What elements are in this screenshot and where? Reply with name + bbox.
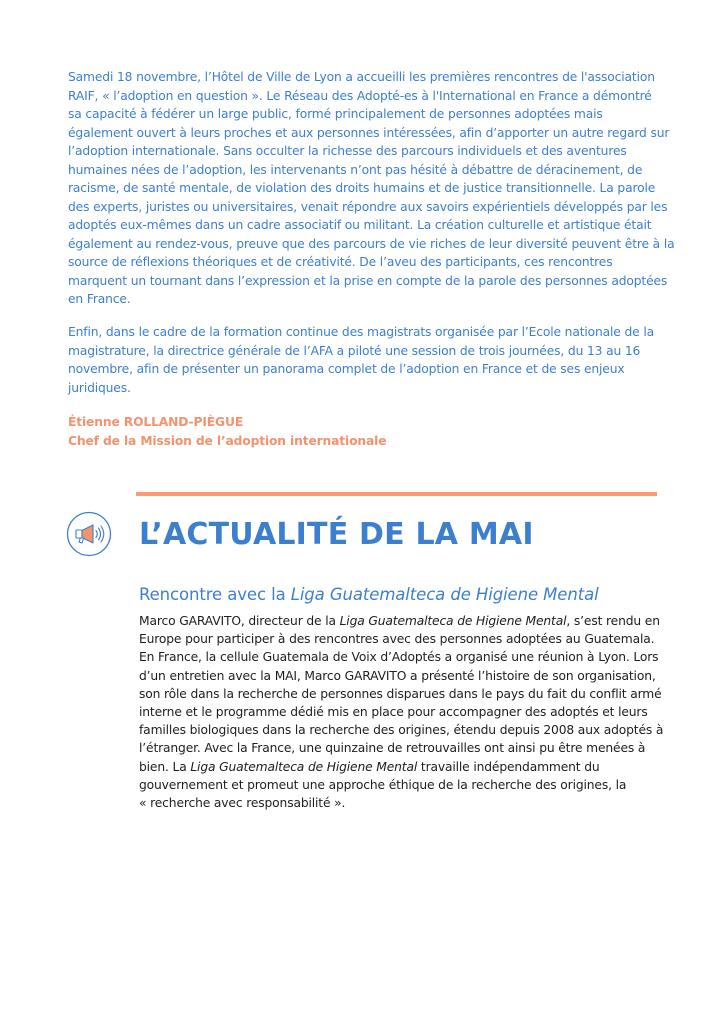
text-line bbox=[139, 758, 679, 776]
section-body-paragraph bbox=[139, 612, 679, 812]
text-line: humaines nées de l’adoption, les intervenants n’ont pas hésité à débattre de déracinement, de bbox=[68, 162, 643, 177]
text-line: d’un entretien avec la MAI, Marco GARAVITO a présenté l’histoire de son organisation, bbox=[139, 668, 656, 683]
subtitle-prefix: Rencontre avec la bbox=[139, 585, 291, 604]
subtitle-organization: Liga Guatemalteca de Higiene Mental bbox=[290, 585, 599, 604]
text-line: l’étranger. Avec la France, une quinzaine de retrouvailles ont ainsi pu être menées à bbox=[139, 741, 646, 756]
text-line: novembre, afin de présenter un panorama complet de l’adoption en France et de ses enjeux bbox=[68, 362, 625, 376]
article-intro-paragraph bbox=[68, 68, 675, 309]
text-line: l’adoption internationale. Sans occulter la richesse des parcours individuels et des aventures bbox=[68, 144, 627, 158]
text-line: adoptés eux-mêmes dans un cadre associatif ou militant. La création culturelle et artistique était bbox=[68, 218, 652, 232]
text-line: Europe pour participer à des rencontres avec des personnes adoptées au Guatemala. bbox=[139, 632, 655, 647]
text-line: également au rendez-vous, preuve que des parcours de vie riches de leur diversité peuvent être à la bbox=[68, 236, 675, 251]
text-line: Enfin, dans le cadre de la formation continue des magistrats organisée par l’Ecole nationale de la bbox=[68, 325, 654, 339]
section-divider bbox=[136, 492, 657, 496]
text-line: interne et le programme dédié mis en place pour accompagner des adoptés et leurs bbox=[139, 705, 648, 720]
text-line: racisme, de santé mentale, de violation des droits humains et de justice transitionnelle. La parole bbox=[68, 181, 656, 195]
text-line: marquent un tournant dans l’expression et la prise en compte de la parole des personnes adoptées bbox=[68, 273, 668, 288]
section-subtitle bbox=[139, 584, 599, 606]
signature-role: Chef de la Mission de l’adoption internationale bbox=[68, 433, 387, 448]
text-line bbox=[139, 612, 679, 630]
text-run: , s’est rendu en bbox=[566, 614, 660, 628]
text-line: son rôle dans la recherche de personnes disparues dans le pays du fait du conflit armé bbox=[139, 686, 662, 701]
text-line: En France, la cellule Guatemala de Voix d’Adoptés a organisé une réunion à Lyon. Lors bbox=[139, 650, 659, 665]
text-line: également ouvert à leurs proches et aux personnes intéressées, afin d’apporter un autre regard sur bbox=[68, 125, 670, 140]
text-line: magistrature, la directrice générale de l’AFA a piloté une session de trois journées, du 13 au 16 bbox=[68, 343, 641, 358]
signature-name: Étienne ROLLAND-PIÈGUE bbox=[68, 415, 244, 429]
text-line: des experts, juristes ou universitaires, venait répondre aux savoirs expérientiels développés par les bbox=[68, 199, 668, 214]
text-line: familles biologiques dans la recherche des origines, étendu depuis 2008 aux adoptés à bbox=[139, 723, 664, 738]
text-line: gouvernement et promeut une approche éthique de la recherche des origines, la bbox=[139, 777, 627, 792]
text-line: juridiques. bbox=[68, 380, 131, 395]
text-run: Marco GARAVITO, directeur de la bbox=[139, 614, 340, 628]
text-line: en France. bbox=[68, 292, 131, 306]
megaphone-icon bbox=[66, 511, 112, 557]
organization-name: Liga Guatemalteca de Higiene Mental bbox=[190, 759, 418, 774]
text-line: sa capacité à fédérer un large public, formé principalement de personnes adoptées mais bbox=[68, 107, 603, 121]
section-title: L’ACTUALITÉ DE LA MAI bbox=[139, 517, 534, 552]
text-run: travaille indépendamment du bbox=[417, 759, 600, 774]
text-line: RAIF, « l’adoption en question ». Le Réseau des Adopté-es à l'International en France a démontré bbox=[68, 88, 652, 103]
signature bbox=[68, 413, 386, 450]
article-formation-paragraph bbox=[68, 323, 668, 397]
text-line: Samedi 18 novembre, l’Hôtel de Ville de Lyon a accueilli les premières rencontres de l'association bbox=[68, 70, 655, 84]
organization-name: Liga Guatemalteca de Higiene Mental bbox=[339, 614, 567, 628]
text-line: « recherche avec responsabilité ». bbox=[139, 796, 346, 811]
text-line: source de réflexions théoriques et de créativité. De l’aveu des participants, ces rencontres bbox=[68, 255, 613, 269]
text-run: bien. La bbox=[139, 759, 191, 774]
